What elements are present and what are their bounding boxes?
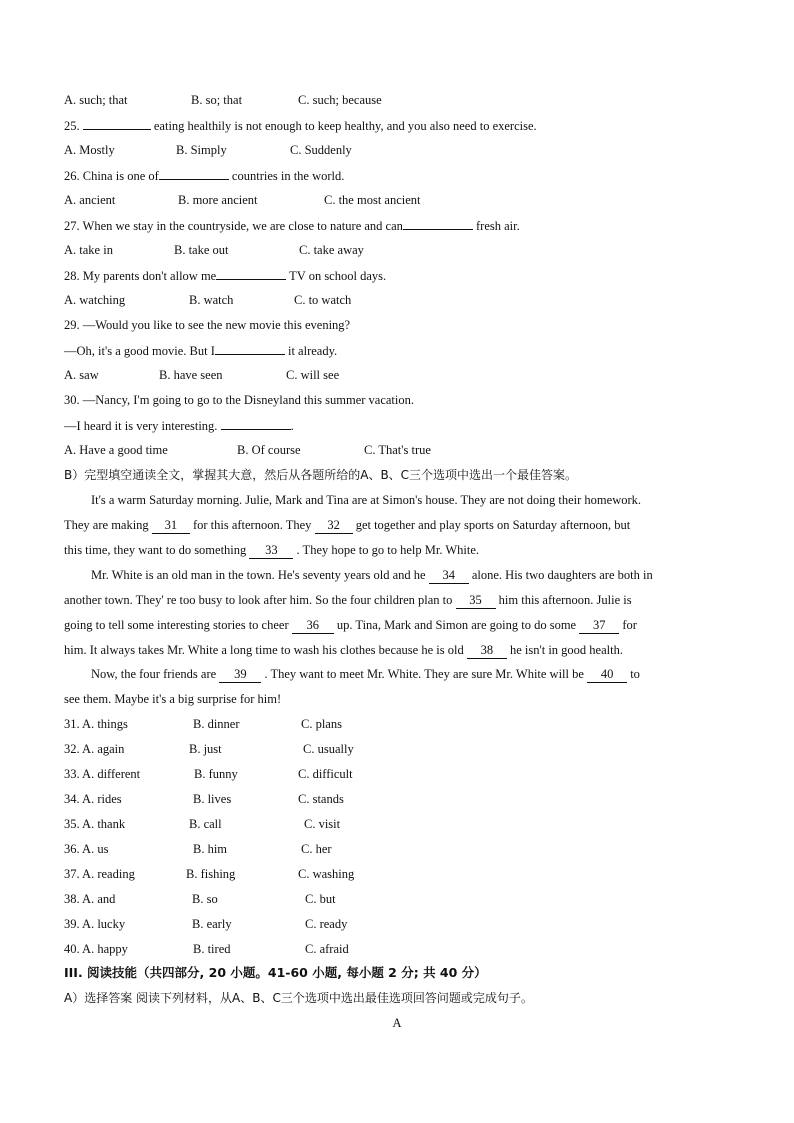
blank-35: 35	[456, 592, 496, 609]
choice-option-c: C. her	[301, 842, 332, 856]
option-a: A. Mostly	[64, 143, 115, 157]
choice-option-a: 39. A. lucky	[64, 917, 126, 931]
choice-option-a: 34. A. rides	[64, 792, 122, 806]
choice-option-c: C. afraid	[305, 942, 349, 956]
option-c: C. will see	[286, 368, 340, 382]
option-b: B. more ancient	[178, 193, 258, 207]
blank-34: 34	[429, 567, 469, 584]
passage-label: A	[392, 1016, 402, 1030]
option-c: C. the most ancient	[324, 193, 421, 207]
passage-line: It's a warm Saturday morning. Julie, Mark and Tina are at Simon's house. They are not doing their homework.	[91, 493, 642, 507]
choice-option-b: B. tired	[193, 942, 231, 956]
choice-option-c: C. ready	[305, 917, 348, 931]
question-29-reply: —Oh, it's a good movie. But I it already.	[64, 344, 338, 358]
choice-option-b: B. him	[193, 842, 228, 856]
choice-option-b: B. funny	[194, 767, 238, 781]
option-a: A. saw	[64, 368, 99, 382]
blank-38: 38	[467, 642, 507, 659]
option-a: A. watching	[64, 293, 126, 307]
choice-option-a: 33. A. different	[64, 767, 141, 781]
option-b: B. so; that	[191, 93, 243, 107]
blank-32: 32	[315, 517, 353, 534]
choice-option-b: B. early	[192, 917, 232, 931]
option-b: B. watch	[189, 293, 234, 307]
passage-line: another town. They' re too busy to look after him. So the four children plan to 35 him this afternoon. Julie is	[64, 593, 632, 607]
passage-line: him. It always takes Mr. White a long time to wash his clothes because he is old 38 he isn't in good health.	[64, 643, 623, 657]
blank-39: 39	[219, 666, 261, 683]
answer-blank	[159, 167, 229, 180]
choice-option-a: 31. A. things	[64, 717, 128, 731]
choice-option-c: C. usually	[303, 742, 354, 756]
blank-31: 31	[152, 517, 190, 534]
choice-option-a: 40. A. happy	[64, 942, 128, 956]
answer-blank	[221, 417, 291, 430]
option-b: B. have seen	[159, 368, 223, 382]
passage-line: Now, the four friends are 39 . They want to meet Mr. White. They are sure Mr. White will be 40 to	[91, 667, 640, 681]
section-b-instruction: B）完型填空通读全文，掌握其大意，然后从各题所给的A、B、C三个选项中选出一个最佳答案。	[64, 468, 578, 482]
option-b: B. Of course	[237, 443, 301, 457]
question-27: 27. When we stay in the countryside, we are close to nature and can fresh air.	[64, 219, 520, 233]
choice-option-b: B. call	[189, 817, 222, 831]
choice-option-b: B. dinner	[193, 717, 240, 731]
section-heading: III. 阅读技能（共四部分, 20 小题。41-60 小题, 每小题 2 分; 共 40 分）	[64, 965, 487, 980]
option-b: B. Simply	[176, 143, 227, 157]
option-c: C. to watch	[294, 293, 352, 307]
passage-line: They are making 31 for this afternoon. They 32 get together and play sports on Saturday afternoon, but	[64, 518, 631, 532]
question-30: 30. —Nancy, I'm going to go to the Disneyland this summer vacation.	[64, 393, 414, 407]
answer-blank	[215, 342, 285, 355]
passage-line: this time, they want to do something 33 . They hope to go to help Mr. White.	[64, 543, 480, 557]
question-25: 25. eating healthily is not enough to keep healthy, and you also need to exercise.	[64, 119, 537, 133]
answer-blank	[403, 217, 473, 230]
choice-option-c: C. difficult	[298, 767, 353, 781]
option-b: B. take out	[174, 243, 229, 257]
option-c: C. That's true	[364, 443, 431, 457]
question-28: 28. My parents don't allow me TV on school days.	[64, 269, 387, 283]
choice-option-b: B. so	[192, 892, 218, 906]
passage-line: going to tell some interesting stories to cheer 36 up. Tina, Mark and Simon are going to do some 37 for	[64, 618, 637, 632]
answer-blank	[216, 267, 286, 280]
choice-option-c: C. visit	[304, 817, 341, 831]
passage-line: Mr. White is an old man in the town. He's seventy years old and he 34 alone. His two daughters are both in	[91, 568, 653, 582]
choice-option-c: C. plans	[301, 717, 342, 731]
choice-option-b: B. lives	[193, 792, 232, 806]
choice-option-b: B. just	[189, 742, 222, 756]
blank-37: 37	[579, 617, 619, 634]
option-c: C. take away	[299, 243, 364, 257]
question-29: 29. —Would you like to see the new movie this evening?	[64, 318, 351, 332]
option-c: C. Suddenly	[290, 143, 352, 157]
answer-blank	[83, 117, 151, 130]
choice-option-c: C. but	[305, 892, 336, 906]
option-a: A. take in	[64, 243, 113, 257]
blank-33: 33	[249, 542, 293, 559]
question-26: 26. China is one of countries in the world.	[64, 169, 345, 183]
choice-option-a: 32. A. again	[64, 742, 125, 756]
choice-option-a: 36. A. us	[64, 842, 109, 856]
option-c: C. such; because	[298, 93, 382, 107]
choice-option-a: 37. A. reading	[64, 867, 135, 881]
question-30-reply: —I heard it is very interesting. .	[64, 419, 294, 433]
choice-option-a: 35. A. thank	[64, 817, 126, 831]
option-a: A. Have a good time	[64, 443, 168, 457]
blank-36: 36	[292, 617, 334, 634]
option-a: A. ancient	[64, 193, 116, 207]
section-subheading: A）选择答案 阅读下列材料，从A、B、C三个选项中选出最佳选项回答问题或完成句子。	[64, 991, 533, 1005]
passage-line: see them. Maybe it's a big surprise for him!	[64, 692, 282, 706]
blank-40: 40	[587, 666, 627, 683]
option-a: A. such; that	[64, 93, 128, 107]
choice-option-c: C. stands	[298, 792, 344, 806]
choice-option-c: C. washing	[298, 867, 355, 881]
choice-option-b: B. fishing	[186, 867, 236, 881]
choice-option-a: 38. A. and	[64, 892, 116, 906]
